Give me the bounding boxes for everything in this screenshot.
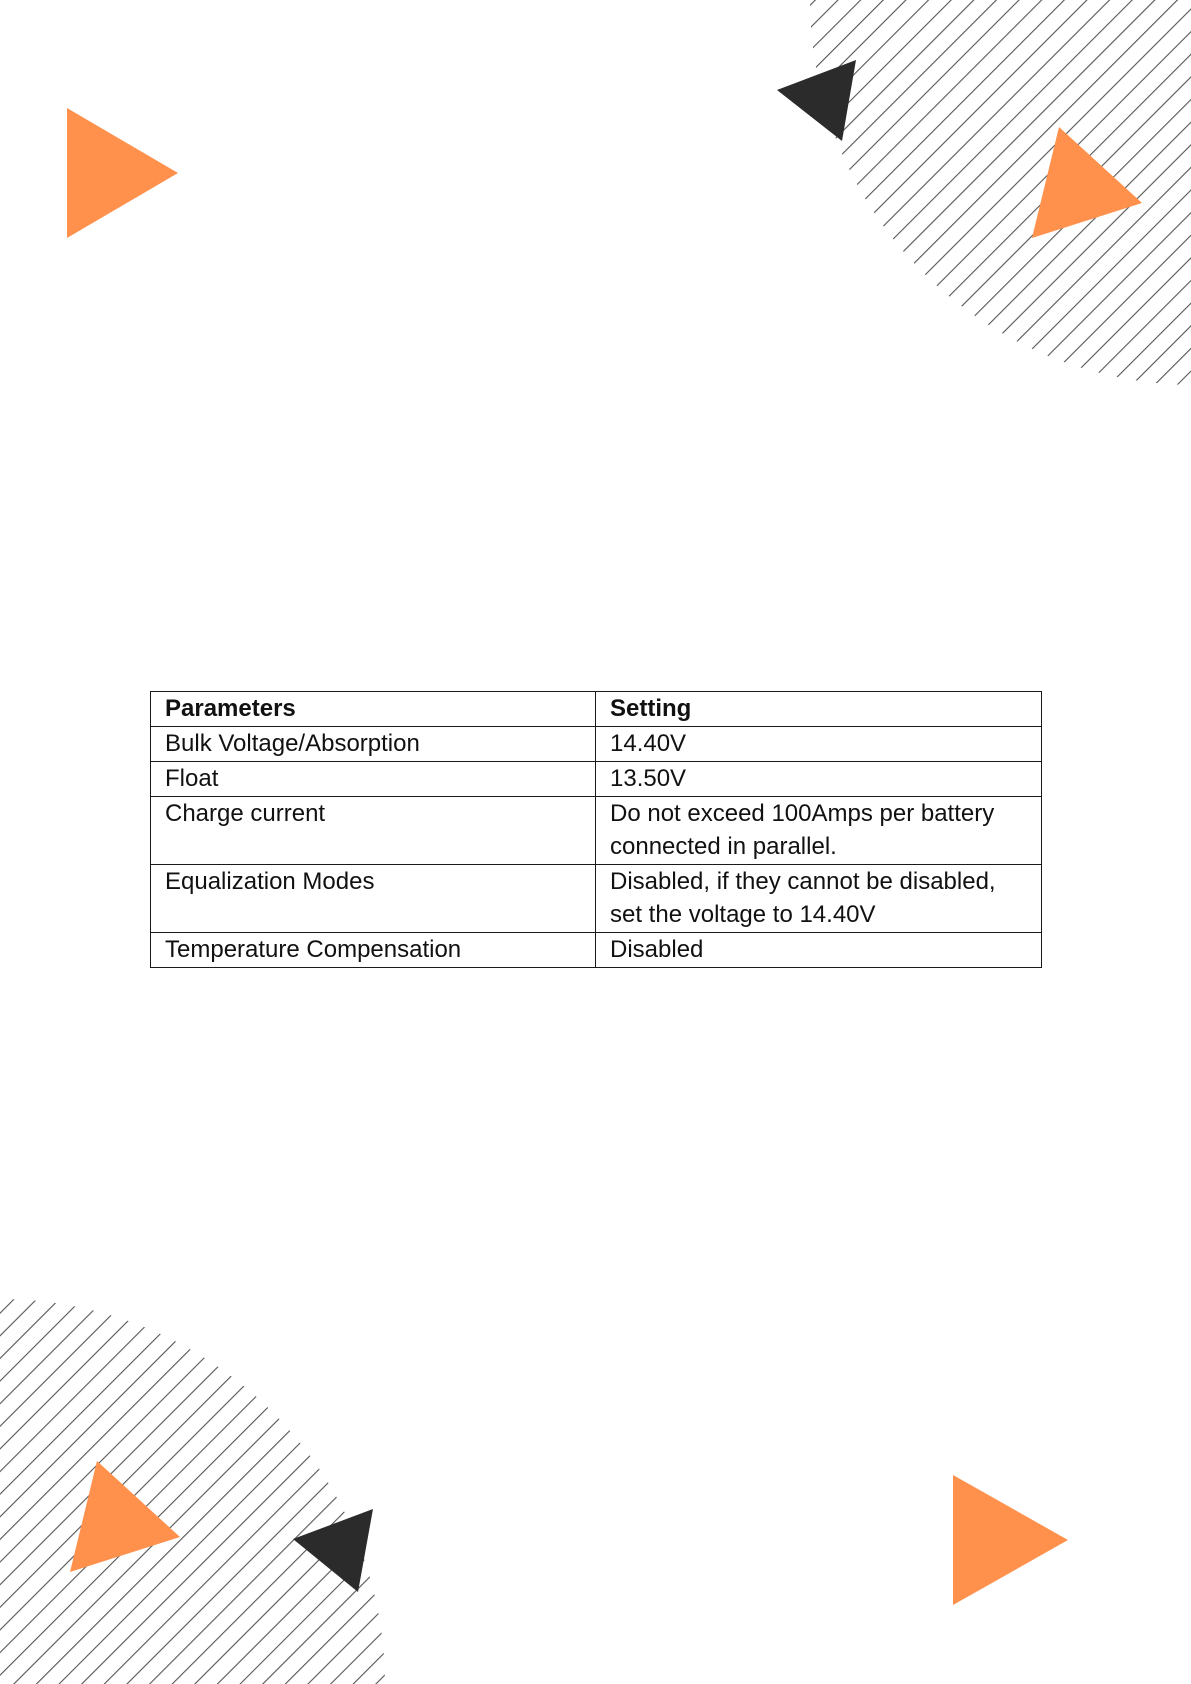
table-row bbox=[151, 762, 1042, 797]
striped-quarter-circle-bottom-left bbox=[0, 1295, 390, 1684]
header-parameters: Parameters bbox=[151, 692, 596, 727]
setting-cell: Disabled, if they cannot be disabled, set the voltage to 14.40V bbox=[596, 865, 1042, 933]
parameter-cell: Temperature Compensation bbox=[151, 933, 596, 968]
table-row bbox=[151, 797, 1042, 865]
setting-cell: 14.40V bbox=[596, 727, 1042, 762]
header-setting: Setting bbox=[596, 692, 1042, 727]
parameter-cell: Charge current bbox=[151, 797, 596, 865]
parameter-cell: Equalization Modes bbox=[151, 865, 596, 933]
settings-table bbox=[150, 691, 1042, 968]
table-row bbox=[151, 865, 1042, 933]
parameter-cell: Float bbox=[151, 762, 596, 797]
table-row bbox=[151, 933, 1042, 968]
setting-cell: Disabled bbox=[596, 933, 1042, 968]
setting-cell: 13.50V bbox=[596, 762, 1042, 797]
orange-triangle-top-left bbox=[67, 108, 178, 238]
table-header-row bbox=[151, 692, 1042, 727]
table-row bbox=[151, 727, 1042, 762]
parameter-cell: Bulk Voltage/Absorption bbox=[151, 727, 596, 762]
setting-cell: Do not exceed 100Amps per battery connected in parallel. bbox=[596, 797, 1042, 865]
orange-triangle-bottom-right bbox=[953, 1475, 1068, 1605]
